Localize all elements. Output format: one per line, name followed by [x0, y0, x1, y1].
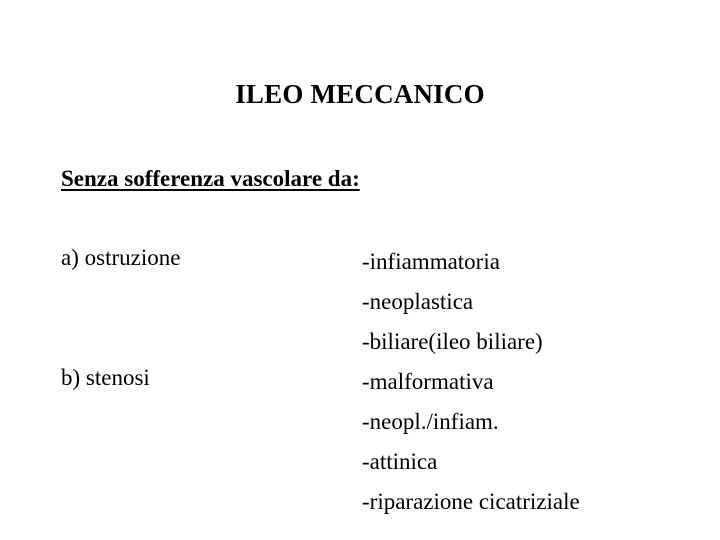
cause-item: -neopl./infiam.: [362, 409, 499, 434]
causes-list: [362, 242, 580, 522]
cause-item: -infiammatoria: [362, 249, 500, 274]
category-ostruzione: a) ostruzione: [61, 245, 181, 270]
cause-item: -neoplastica: [362, 289, 474, 314]
cause-item: -biliare(ileo biliare): [362, 329, 543, 354]
category-stenosi: b) stenosi: [61, 365, 150, 390]
cause-item: -attinica: [362, 449, 438, 474]
cause-item: -riparazione cicatriziale: [362, 489, 580, 514]
cause-item: -malformativa: [362, 369, 494, 394]
slide-subtitle: Senza sofferenza vascolare da:: [61, 166, 360, 191]
slide-title: ILEO MECCANICO: [235, 79, 485, 109]
